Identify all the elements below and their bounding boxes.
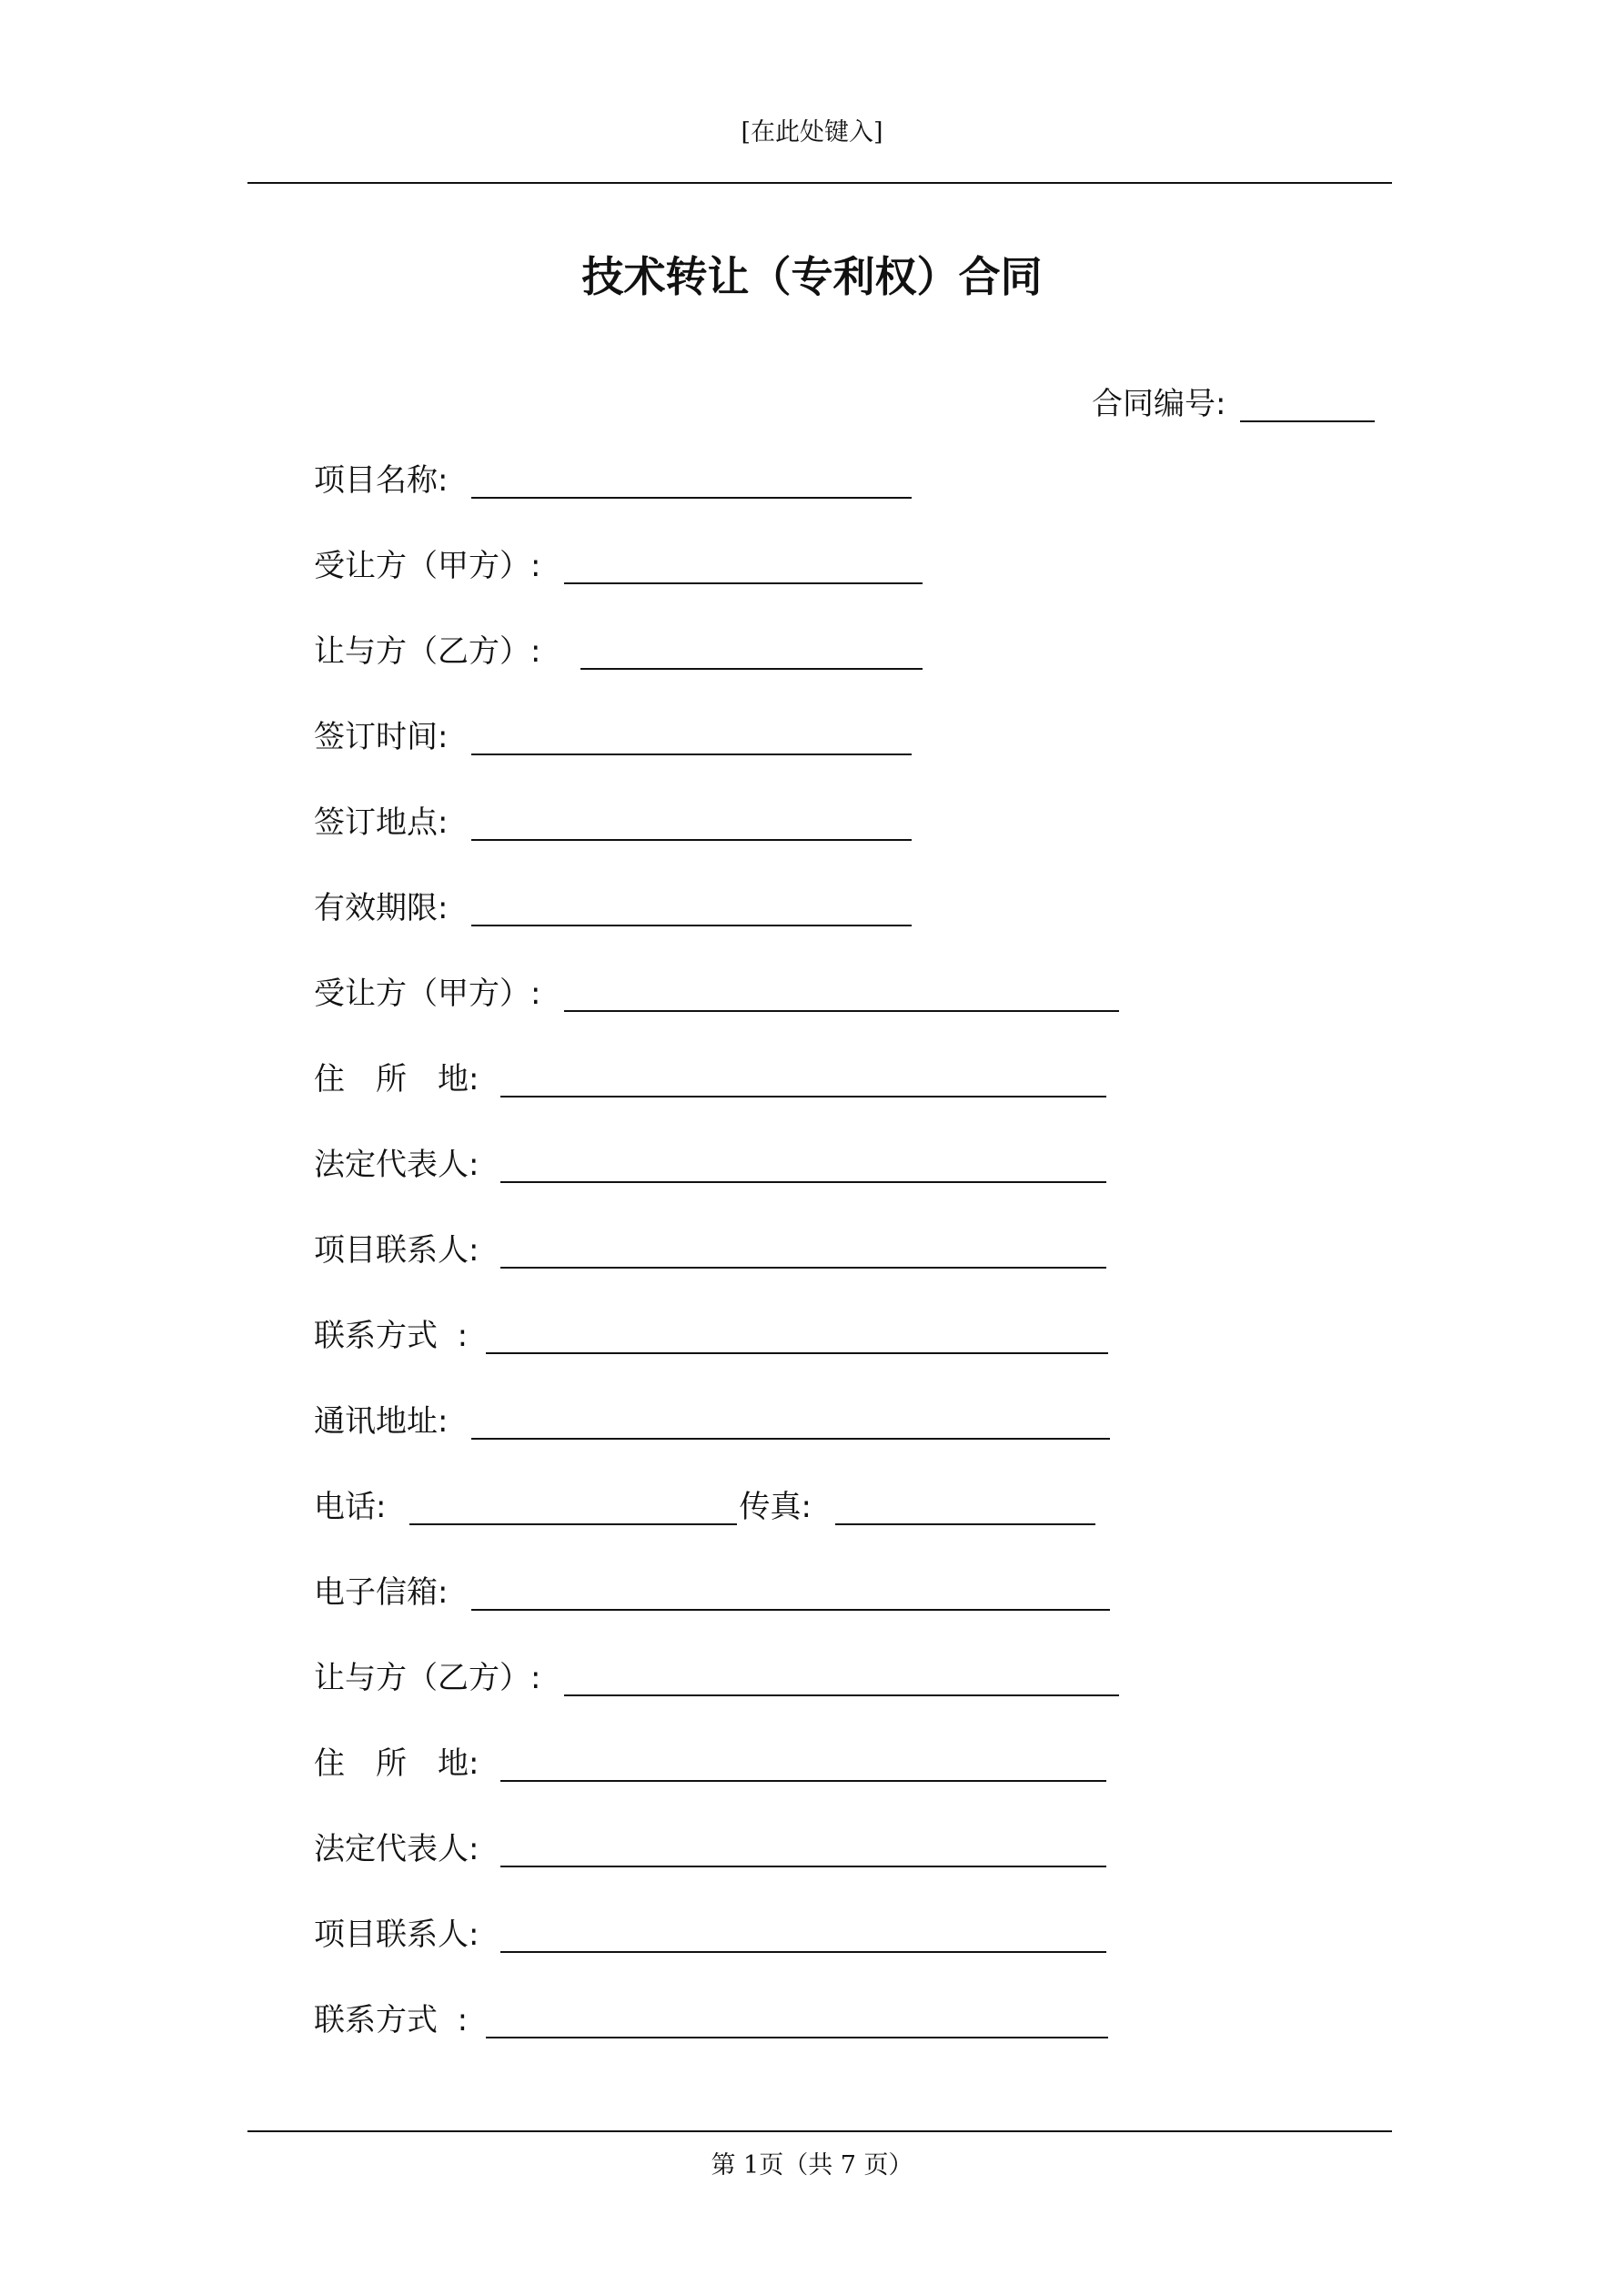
party-b-heading-blank[interactable] — [564, 1658, 1119, 1696]
signing-time-label: 签订时间: — [314, 719, 449, 755]
contract-number-blank[interactable] — [1240, 384, 1375, 422]
party-a-phone-label: 电话: — [314, 1489, 387, 1525]
page-header: [在此处键入] — [741, 118, 883, 147]
party-b-heading-row — [314, 1649, 1119, 1700]
assignor-summary-row — [314, 622, 923, 673]
party-b-address-row — [314, 1735, 1106, 1785]
party-a-project-contact-row — [314, 1221, 1106, 1272]
signing-place-row — [314, 794, 912, 845]
party-b-legal-rep-blank[interactable] — [500, 1829, 1106, 1867]
document-title: 技术转让（专利权）合同 — [581, 252, 1043, 301]
party-b-heading-label: 让与方（乙方）: — [314, 1660, 541, 1696]
page-footer: 第 1页（共 7 页） — [711, 2151, 913, 2180]
party-a-project-contact-label: 项目联系人: — [314, 1232, 479, 1269]
assignor-summary-blank[interactable] — [580, 632, 923, 670]
party-a-address-label: 住 所 地: — [314, 1061, 479, 1097]
party-a-mailing-address-blank[interactable] — [471, 1401, 1110, 1440]
party-a-fax-blank[interactable] — [835, 1487, 1095, 1525]
party-b-contact-method-blank[interactable] — [486, 2000, 1108, 2038]
party-a-contact-method-label: 联系方式 : — [314, 1318, 469, 1354]
signing-place-blank[interactable] — [471, 803, 912, 841]
validity-period-row — [314, 879, 912, 930]
party-b-project-contact-row — [314, 1906, 1106, 1957]
party-a-legal-rep-blank[interactable] — [500, 1145, 1106, 1183]
party-a-address-row — [314, 1050, 1106, 1101]
party-a-mailing-address-row — [314, 1392, 1110, 1443]
assignee-summary-row — [314, 537, 923, 588]
party-b-project-contact-label: 项目联系人: — [314, 1917, 479, 1953]
party-a-mailing-address-label: 通讯地址: — [314, 1403, 449, 1440]
contract-number-label: 合同编号: — [1092, 386, 1226, 422]
party-b-address-label: 住 所 地: — [314, 1745, 479, 1782]
party-a-phone-fax-row — [314, 1478, 1095, 1529]
party-b-address-blank[interactable] — [500, 1744, 1106, 1782]
party-a-email-row — [314, 1563, 1110, 1614]
assignor-summary-label: 让与方（乙方）: — [314, 633, 541, 670]
party-a-phone-blank[interactable] — [409, 1487, 737, 1525]
party-b-legal-rep-row — [314, 1820, 1106, 1871]
assignee-summary-label: 受让方（甲方）: — [314, 548, 541, 584]
party-a-contact-method-row — [314, 1307, 1108, 1358]
party-a-project-contact-blank[interactable] — [500, 1230, 1106, 1269]
party-a-address-blank[interactable] — [500, 1059, 1106, 1097]
party-a-heading-label: 受让方（甲方）: — [314, 976, 541, 1012]
assignee-summary-blank[interactable] — [564, 546, 923, 584]
contract-number-row — [1092, 375, 1375, 426]
party-a-legal-rep-row — [314, 1136, 1106, 1187]
party-a-email-blank[interactable] — [471, 1573, 1110, 1611]
project-name-row — [314, 451, 912, 502]
header-rule — [247, 182, 1392, 184]
party-a-legal-rep-label: 法定代表人: — [314, 1147, 479, 1183]
party-b-contact-method-row — [314, 1991, 1108, 2042]
signing-time-blank[interactable] — [471, 717, 912, 755]
project-name-blank[interactable] — [471, 460, 912, 499]
party-b-project-contact-blank[interactable] — [500, 1915, 1106, 1953]
party-a-contact-method-blank[interactable] — [486, 1316, 1108, 1354]
party-b-contact-method-label: 联系方式 : — [314, 2002, 469, 2038]
signing-place-label: 签订地点: — [314, 804, 449, 841]
party-a-heading-row — [314, 965, 1119, 1016]
signing-time-row — [314, 708, 912, 759]
party-a-heading-blank[interactable] — [564, 974, 1119, 1012]
project-name-label: 项目名称: — [314, 462, 449, 499]
party-a-email-label: 电子信箱: — [314, 1574, 449, 1611]
footer-rule — [247, 2130, 1392, 2132]
validity-period-label: 有效期限: — [314, 890, 449, 926]
party-b-legal-rep-label: 法定代表人: — [314, 1831, 479, 1867]
validity-period-blank[interactable] — [471, 888, 912, 926]
party-a-fax-label: 传真: — [739, 1489, 812, 1525]
